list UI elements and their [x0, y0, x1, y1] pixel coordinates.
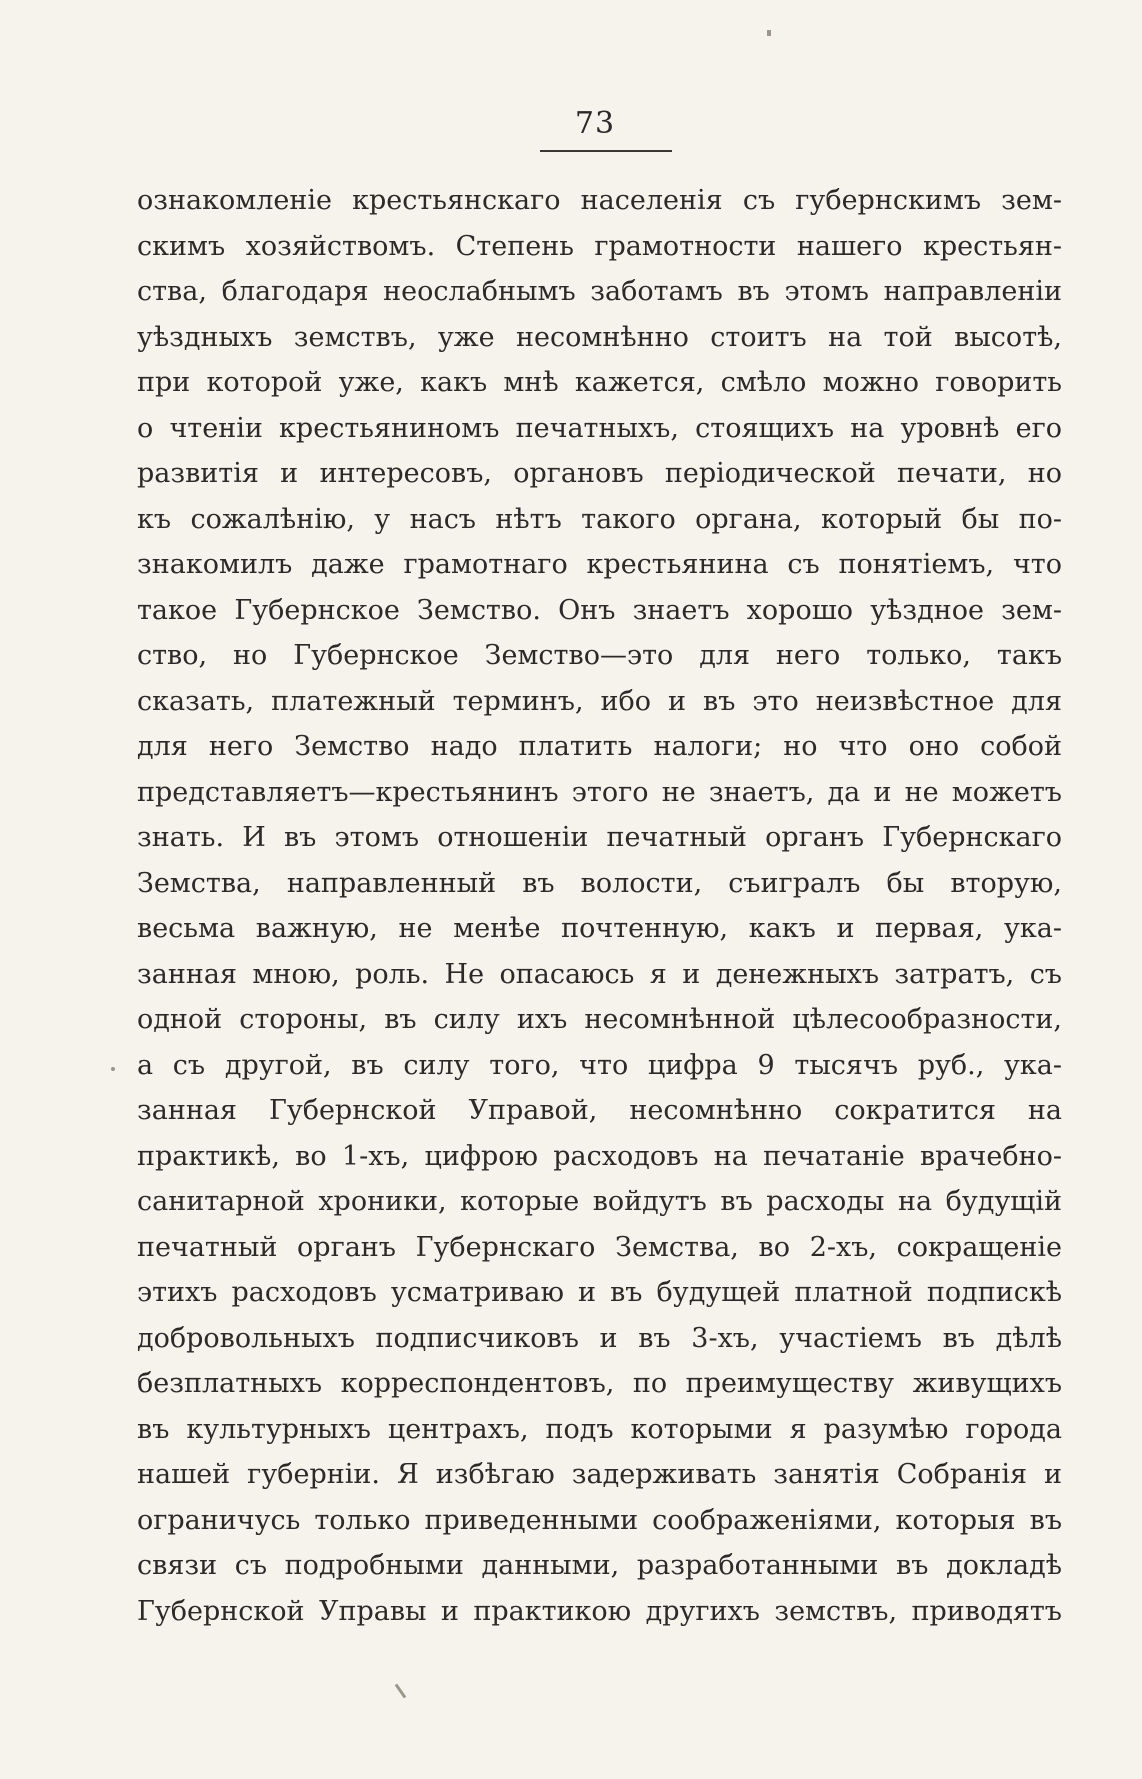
text-line: для него Земство надо платить налоги; но что оно собой: [137, 731, 1062, 762]
text-line: весьма важную, не менѣе почтенную, какъ и первая, ука-: [137, 913, 1062, 944]
text-line: ство, но Губернское Земство—это для него только, такъ: [137, 640, 1062, 671]
text-line: нашей губерніи. Я избѣгаю задерживать занятія Собранія и: [137, 1459, 1062, 1490]
text-line: уѣздныхъ земствъ, уже несомнѣнно стоитъ на той высотѣ,: [137, 321, 1062, 353]
text-line: этихъ расходовъ усматриваю и въ будущей платной подпискѣ: [137, 1277, 1062, 1308]
text-line: Губернской Управы и практикою другихъ земствъ, приводятъ: [137, 1595, 1062, 1627]
text-line: Земства, направленный въ волости, съигралъ бы вторую,: [137, 867, 1062, 899]
text-line: добровольныхъ подписчиковъ и въ 3-хъ, участіемъ въ дѣлѣ: [137, 1322, 1062, 1354]
print-speck: [767, 30, 771, 36]
text-line: ограничусь только приведенными соображеніями, которыя въ: [137, 1504, 1062, 1536]
text-line: знакомилъ даже грамотнаго крестьянина съ понятіемъ, что: [137, 549, 1062, 580]
page-number: 73: [574, 106, 616, 141]
text-line: связи съ подробными данными, разработанными въ докладѣ: [137, 1550, 1062, 1581]
text-line: а съ другой, въ силу того, что цифра 9 тысячъ руб., ука-: [137, 1049, 1062, 1081]
print-speck: [111, 1067, 115, 1071]
text-line: безплатныхъ корреспондентовъ, по преимуществу живущихъ: [137, 1368, 1062, 1399]
text-line: о чтеніи крестьяниномъ печатныхъ, стоящихъ на уровнѣ его: [137, 412, 1062, 444]
text-line: одной стороны, въ силу ихъ несомнѣнной цѣлесообразности,: [137, 1004, 1062, 1035]
text-line: такое Губернское Земство. Онъ знаетъ хорошо уѣздное зем-: [137, 594, 1062, 626]
text-line: печатный органъ Губернскаго Земства, во 2-хъ, сокращеніе: [137, 1231, 1062, 1263]
text-line: представляетъ—крестьянинъ этого не знаетъ, да и не можетъ: [137, 776, 1062, 808]
text-line: практикѣ, во 1-хъ, цифрою расходовъ на печатаніе врачебно-: [137, 1140, 1062, 1172]
text-line: санитарной хроники, которые войдутъ въ расходы на будущій: [137, 1186, 1062, 1217]
text-line: въ культурныхъ центрахъ, подъ которыми я разумѣю города: [137, 1413, 1062, 1445]
print-speck: [395, 1684, 407, 1699]
text-line: ства, благодаря неослабнымъ заботамъ въ этомъ направленіи: [137, 276, 1062, 307]
text-line: скимъ хозяйствомъ. Степень грамотности нашего крестьян-: [137, 230, 1062, 262]
text-line: знать. И въ этомъ отношеніи печатный органъ Губернскаго: [137, 822, 1062, 853]
text-line: сказать, платежный терминъ, ибо и въ это неизвѣстное для: [137, 685, 1062, 717]
text-line: занная мною, роль. Не опасаюсь я и денежныхъ затратъ, съ: [137, 958, 1062, 990]
page-number-rule: [540, 150, 672, 152]
text-line: къ сожалѣнію, у насъ нѣтъ такого органа, который бы по-: [137, 503, 1062, 535]
text-line: развитія и интересовъ, органовъ періодической печати, но: [137, 458, 1062, 489]
text-line: ознакомленіе крестьянскаго населенія съ губернскимъ зем-: [137, 185, 1062, 216]
text-line: при которой уже, какъ мнѣ кажется, смѣло можно говорить: [137, 367, 1062, 398]
body-text: [137, 178, 1062, 1634]
text-line: занная Губернской Управой, несомнѣнно сократится на: [137, 1095, 1062, 1126]
